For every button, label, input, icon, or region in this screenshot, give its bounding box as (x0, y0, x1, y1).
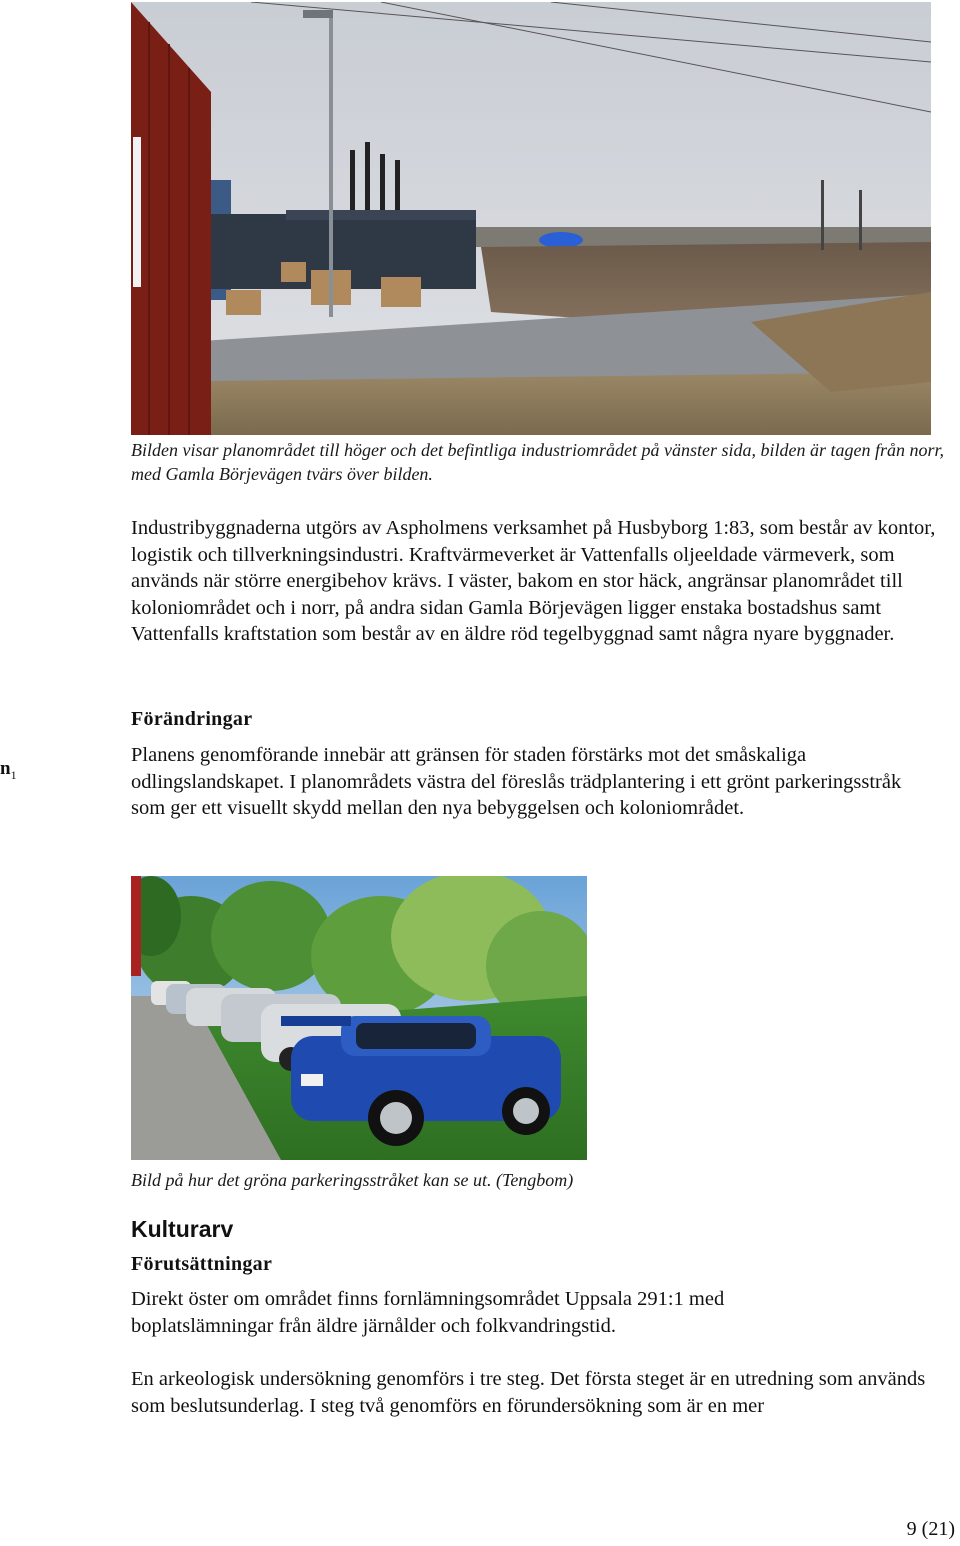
industrial-area-illustration (131, 2, 931, 435)
parking-strip-illustration (131, 876, 587, 1160)
paragraph-arkeologi: En arkeologisk undersökning genomförs i tre steg. Det första steget är en utredning som används som beslutsunderlag. I steg två genomförs en förundersökning som är en mer (131, 1368, 926, 1417)
heading-forandringar: Förändringar (131, 708, 253, 730)
margin-mark (0, 758, 17, 783)
margin-mark-letter: n (0, 758, 11, 779)
paragraph-industry: Industribyggnaderna utgörs av Aspholmens verksamhet på Husbyborg 1:83, som består av kontor, logistik och tillverkningsindustri. Kraftvärmeverket är Vattenfalls oljeeldade värmeverk, som används när större energibehov krävs. I väster, bakom en stor häck, angränsar planområdet till koloniområdet och i norr, på andra sidan Gamla Börjevägen ligger enstaka bostadshus samt Vattenfalls kraftstation som består av en äldre röd tegelbyggnad samt några nyare byggnader. (131, 517, 936, 645)
page-number: 9 (21) (906, 1518, 955, 1540)
parking-strip-photo (131, 876, 587, 1160)
paragraph-fornlamning: Direkt öster om området finns fornlämningsområdet Uppsala 291:1 med boplatslämningar från äldre järnålder och folkvandringstid. (131, 1288, 725, 1337)
industrial-area-photo (131, 2, 931, 435)
photo1-caption: Bilden visar planområdet till höger och det befintliga industriområdet på vänster sida, bilden är tagen från norr, med Gamla Börjevägen tvärs över bilden. (131, 440, 944, 484)
photo2-caption: Bild på hur det gröna parkeringsstråket kan se ut. (Tengbom) (131, 1170, 574, 1190)
margin-mark-index: 1 (10, 767, 17, 782)
heading-forutsattningar: Förutsättningar (131, 1253, 273, 1275)
heading-kulturarv: Kulturarv (131, 1216, 234, 1242)
paragraph-forandringar: Planens genomförande innebär att gränsen för staden förstärks mot det småskaliga odlingslandskapet. I planområdets västra del föreslås trädplantering i ett grönt parkeringsstråk som ger ett visuellt skydd mellan den nya bebyggelsen och koloniområdet. (131, 744, 902, 819)
